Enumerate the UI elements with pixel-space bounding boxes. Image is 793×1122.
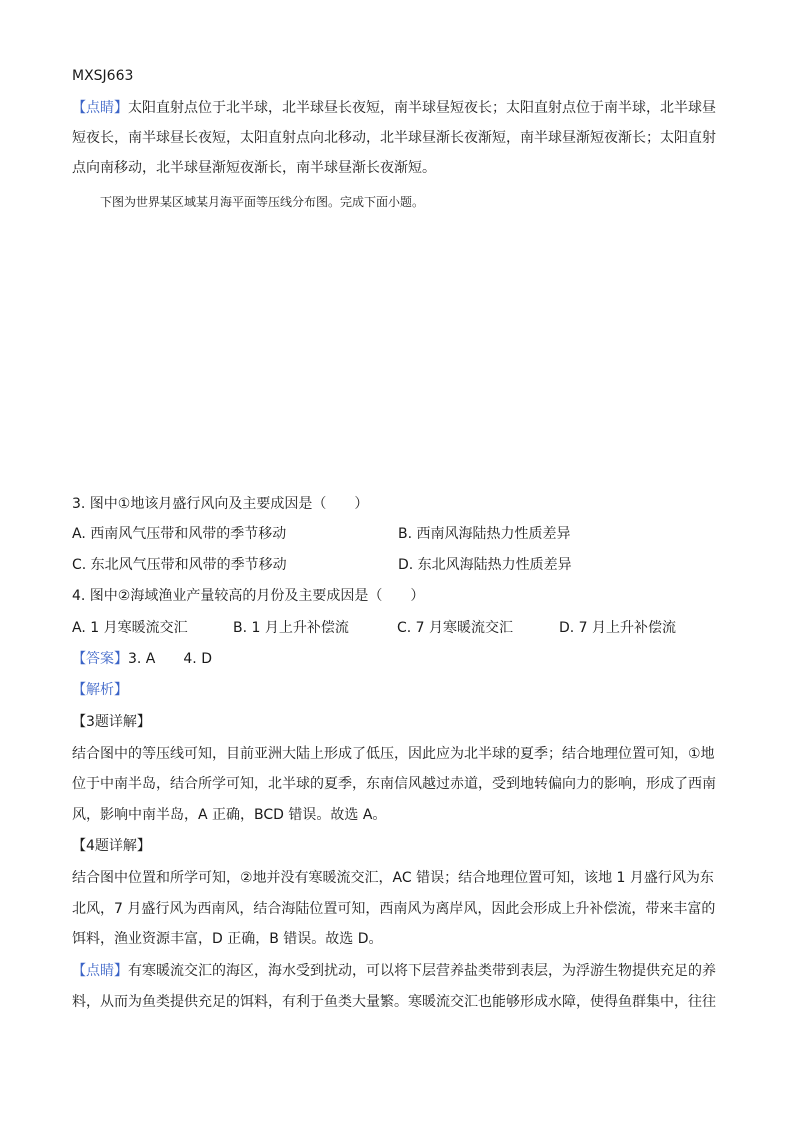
q4-body-line-3: 饵料，渔业资源丰富，D 正确，B 错误。故选 D。 [72,931,383,947]
q3-option-d: D. 东北风海陆热力性质差异 [398,557,572,573]
answer-line [72,649,722,669]
q3-body-line-2: 位于中南半岛，结合所学可知，北半球的夏季，东南信风越过赤道，受到地转偏向力的影响，形成了西南 [72,776,716,792]
q4-stem: 4. 图中②海域渔业产量较高的月份及主要成因是（ ） [72,588,425,604]
tip2-tag: 【点睛】 [72,963,128,979]
q3-stem: 3. 图中①地该月盛行风向及主要成因是（ ） [72,496,369,512]
figure-placeholder [72,220,722,482]
answer-tag: 【答案】 [72,651,128,667]
tip1-line-3: 点向南移动，北半球昼渐短夜渐长，南半球昼渐长夜渐短。 [72,160,436,176]
tip1-line-2: 短夜长，南半球昼长夜短，太阳直射点向北移动，北半球昼渐长夜渐短，南半球昼渐短夜渐长；太阳直射 [72,130,716,146]
analysis-heading: 【解析】 [72,682,128,698]
tip2-line-2: 料，从而为鱼类提供充足的饵料，有利于鱼类大量繁。寒暖流交汇也能够形成水障，使得鱼群集中，往往 [72,994,716,1010]
q4-option-a: A. 1 月寒暖流交汇 [72,620,188,636]
q4-body-line-1: 结合图中位置和所学可知，②地并没有寒暖流交汇，AC 错误；结合地理位置可知，该地 1 月盛行风为东 [72,870,714,886]
q3-body-line-3: 风，影响中南半岛，A 正确，BCD 错误。故选 A。 [72,807,387,823]
q4-option-d: D. 7 月上升补偿流 [559,620,677,636]
tip2-line-1: 【点睛】有寒暖流交汇的海区，海水受到扰动，可以将下层营养盐类带到表层，为浮游生物提供充足的养 [72,963,716,979]
answer-text: 3. A 4. D [128,651,212,667]
q3-body-line-1: 结合图中的等压线可知，目前亚洲大陆上形成了低压，因此应为北半球的夏季；结合地理位置可知，①地 [72,746,715,762]
q3-detail-heading: 【3题详解】 [72,714,151,730]
intro-text: 下图为世界某区域某月海平面等压线分布图。完成下面小题。 [100,195,425,209]
q4-option-c: C. 7 月寒暖流交汇 [397,620,514,636]
doc-code: MXSJ663 [72,68,134,84]
tip-tag: 【点睛】 [72,100,128,116]
q4-option-b: B. 1 月上升补偿流 [233,620,349,636]
q3-option-b: B. 西南风海陆热力性质差异 [398,526,571,542]
q4-body-line-2: 北风，7 月盛行风为西南风，结合海陆位置可知，西南风为离岸风，因此会形成上升补偿流，带来丰富的 [72,901,716,917]
tip1-line-1: 【点睛】太阳直射点位于北半球，北半球昼长夜短，南半球昼短夜长；太阳直射点位于南半球，北半球昼 [72,100,716,116]
q4-detail-heading: 【4题详解】 [72,838,151,854]
q3-option-c: C. 东北风气压带和风带的季节移动 [72,557,287,573]
q3-option-a: A. 西南风气压带和风带的季节移动 [72,526,287,542]
